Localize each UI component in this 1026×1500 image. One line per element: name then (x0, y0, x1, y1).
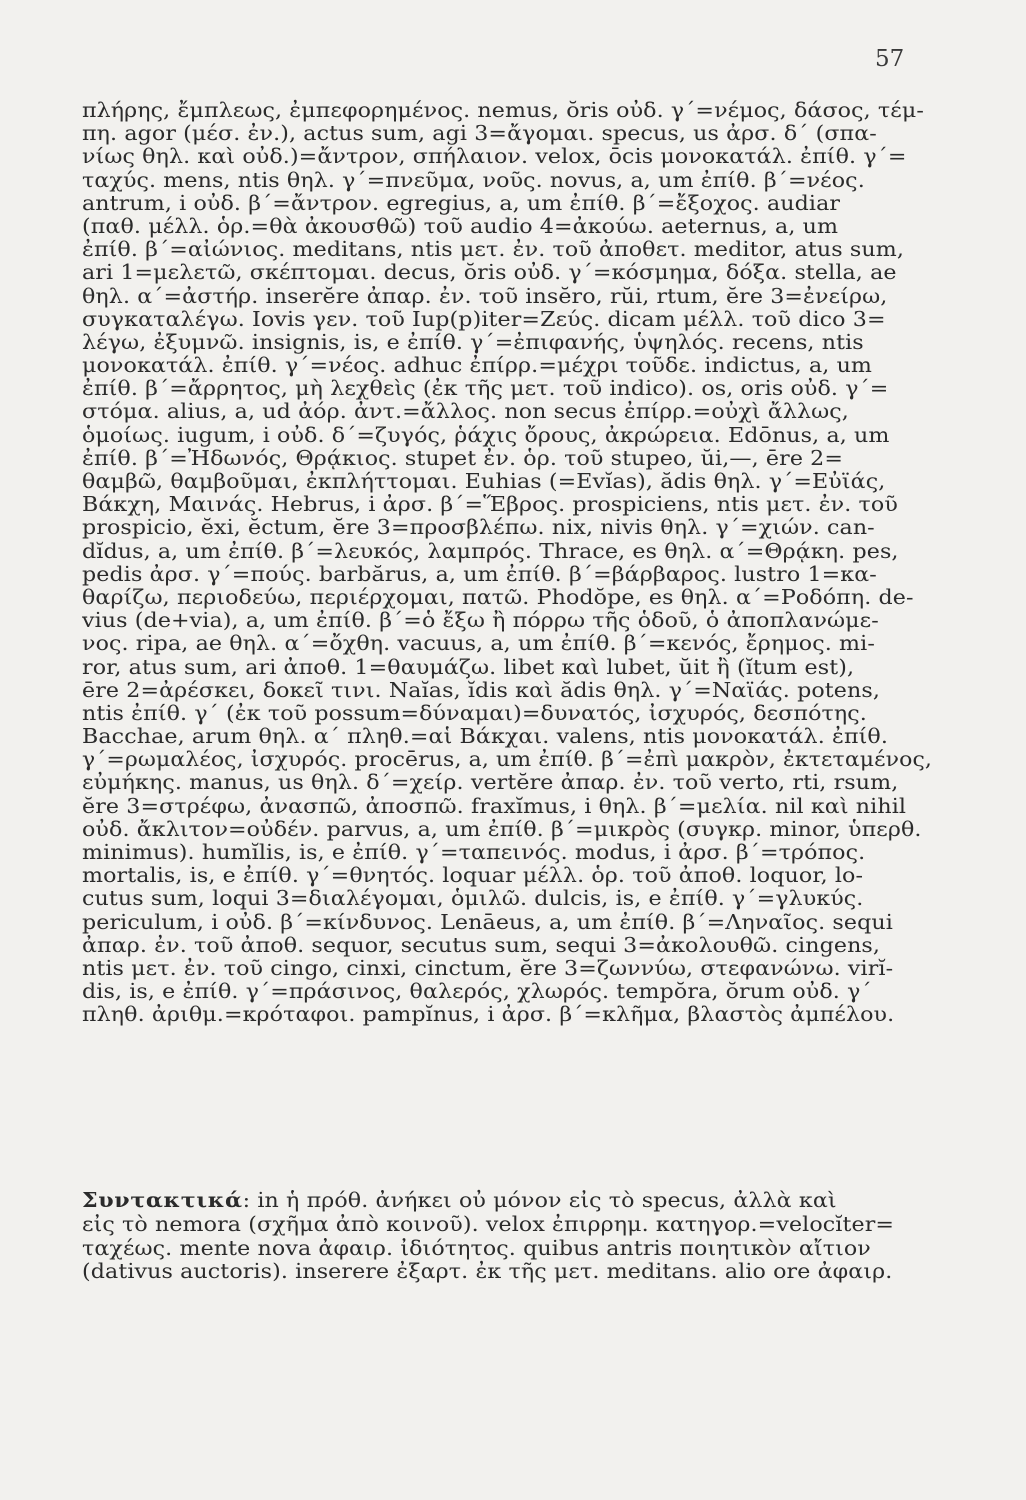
text-line: στόμα. alius, a, ud ἀόρ. ἀντ.=ἄλλος. non secus ἐπίρρ.=οὐχὶ ἄλλως, (82, 400, 849, 424)
text-line: antrum, i οὐδ. β΄=ἄντρον. egregius, a, um ἐπίθ. β΄=ἔξοχος. audiar (82, 191, 841, 215)
text-line: πλήρης, ἔμπλεως, ἐμπεφορημένος. nemus, ŏris οὐδ. γ΄=νέμος, δάσος, τέμ- (82, 99, 924, 122)
text-line: συγκαταλέγω. Iovis γεν. τοῦ Iup(p)iter=Ζεύς. dicam μέλλ. τοῦ dico 3= (82, 307, 886, 331)
text-line: ἐπίθ. β΄=ἄρρητος, μὴ λεχθεὶς (ἐκ τῆς μετ. τοῦ indico). os, oris οὐδ. γ΄= (82, 377, 889, 401)
text-line: dĭdus, a, um ἐπίθ. β΄=λευκός, λαμπρός. Thrace, es θηλ. α΄=Θρᾴκη. pes, (82, 539, 899, 563)
syntax-line: ταχέως. mente nova ἀφαιρ. ἰδιότητος. quibus antris ποιητικὸν αἴτιον (82, 1236, 871, 1260)
text-line: ἀπαρ. ἐν. τοῦ ἀποθ. sequor, secutus sum, sequi 3=ἀκολουθῶ. cingens, (82, 933, 881, 957)
text-line: ēre 2=ἀρέσκει, δοκεῖ τινι. Naĭas, ĭdis καὶ ădis θηλ. γ΄=Ναϊάς. potens, (82, 678, 881, 702)
vocabulary-text (82, 99, 932, 1027)
text-line: (παθ. μέλλ. ὁρ.=θὰ ἀκουσθῶ) τοῦ audio 4=ἀκούω. aeternus, a, um (82, 214, 839, 238)
text-line: θαμβῶ, θαμβοῦμαι, ἐκπλήττομαι. Euhias (=Evĭas), ădis θηλ. γ΄=Εὐϊάς, (82, 470, 886, 493)
text-line: πληθ. ἀριθμ.=κρόταφοι. pampĭnus, i ἀρσ. β΄=κλῆμα, βλαστὸς ἀμπέλου. (82, 1003, 895, 1027)
text-line: ἐπίθ. β΄=Ἠδωνός, Θρᾴκιος. stupet ἐν. ὁρ. τοῦ stupeo, ŭi,—, ēre 2= (82, 446, 844, 470)
text-line: prospicio, ĕxi, ĕctum, ĕre 3=προσβλέπω. nix, nivis θηλ. γ΄=χιών. can- (82, 516, 875, 540)
text-line: ror, atus sum, ari ἀποθ. 1=θαυμάζω. libet καὶ lubet, ŭit ἢ (ĭtum est), (82, 655, 855, 679)
text-line: οὐδ. ἄκλιτον=οὐδέν. parvus, a, um ἐπίθ. β΄=μικρὸς (συγκρ. minor, ὑπερθ. (82, 817, 922, 841)
syntax-line: εἰς τὸ nemora (σχῆμα ἀπὸ κοινοῦ). velox ἐπιρρημ. κατηγορ.=velocĭter= (82, 1212, 895, 1236)
text-line: minimus). humĭlis, is, e ἐπίθ. γ΄=ταπεινός. modus, i ἀρσ. β΄=τρόπος. (82, 841, 866, 864)
text-line: νίως θηλ. καὶ οὐδ.)=ἄντρον, σπήλαιον. velox, ōcis μονοκατάλ. ἐπίθ. γ΄= (82, 145, 907, 169)
syntax-line (82, 1189, 932, 1213)
syntax-section (82, 1189, 932, 1284)
text-line: ὁμοίως. iugum, i οὐδ. δ΄=ζυγός, ῥάχις ὄρους, ἀκρώρεια. Edōnus, a, um (82, 423, 890, 447)
syntax-line: (dativus auctoris). inserere ἐξαρτ. ἐκ τῆς μετ. meditans. alio ore ἀφαιρ. (82, 1260, 893, 1284)
text-line: νος. ripa, ae θηλ. α΄=ὄχθη. vacuus, a, um ἐπίθ. β΄=κενός, ἔρημος. mi- (82, 632, 875, 656)
text-line: pedis ἀρσ. γ΄=πούς. barbărus, a, um ἐπίθ. β΄=βάρβαρος. lustro 1=κα- (82, 562, 877, 586)
syntax-line-rest: : in ἡ πρόθ. ἀνήκει οὐ μόνον εἰς τὸ specus, ἀλλὰ καὶ (242, 1189, 837, 1212)
page-number: 57 (875, 46, 905, 72)
text-line: γ΄=ρωμαλέος, ἰσχυρός. procērus, a, um ἐπίθ. β΄=ἐπὶ μακρὸν, ἐκτεταμένος, (82, 748, 932, 772)
text-line: πη. agor (μέσ. ἐν.), actus sum, agi 3=ἄγομαι. specus, us ἀρσ. δ΄ (σπα- (82, 122, 877, 146)
text-line: θαρίζω, περιοδεύω, περιέρχομαι, πατῶ. Phodŏpe, es θηλ. α΄=Ροδόπη. de- (82, 585, 914, 609)
text-line: ἐπίθ. β΄=αἰώνιος. meditans, ntis μετ. ἐν. τοῦ ἀποθετ. meditor, atus sum, (82, 238, 904, 262)
text-line: εὐμήκης. manus, us θηλ. δ΄=χείρ. vertĕre ἀπαρ. ἐν. τοῦ verto, rti, rsum, (82, 771, 899, 795)
text-line: Bacchae, arum θηλ. α΄ πληθ.=αἱ Βάκχαι. valens, ntis μονοκατάλ. ἐπίθ. (82, 725, 889, 749)
text-line: ari 1=μελετῶ, σκέπτομαι. decus, ŏris οὐδ. γ΄=κόσμημα, δόξα. stella, ae (82, 261, 897, 285)
text-line: ntis ἐπίθ. γ΄ (ἐκ τοῦ possum=δύναμαι)=δυνατός, ἰσχυρός, δεσπότης. (82, 701, 867, 725)
text-line: θηλ. α΄=ἀστήρ. inserĕre ἀπαρ. ἐν. τοῦ insĕro, rŭi, rtum, ĕre 3=ἐνείρω, (82, 284, 888, 308)
text-line: λέγω, ἐξυμνῶ. insignis, is, e ἐπίθ. γ΄=ἐπιφανής, ὑψηλός. recens, ntis (82, 330, 864, 354)
text-line: μονοκατάλ. ἐπίθ. γ΄=νέος. adhuc ἐπίρρ.=μέχρι τοῦδε. indictus, a, um (82, 354, 873, 378)
text-line: ntis μετ. ἐν. τοῦ cingo, cinxi, cinctum, ĕre 3=ζωννύω, στεφανώνω. virĭ- (82, 956, 894, 980)
text-line: ταχύς. mens, ntis θηλ. γ΄=πνεῦμα, νοῦς. novus, a, um ἐπίθ. β΄=νέος. (82, 168, 865, 192)
text-line: periculum, i οὐδ. β΄=κίνδυνος. Lenāeus, a, um ἐπίθ. β΄=Ληναῖος. sequi (82, 910, 893, 934)
text-line: mortalis, is, e ἐπίθ. γ΄=θνητός. loquar μέλλ. ὁρ. τοῦ ἀποθ. loquor, lo- (82, 864, 864, 888)
text-line: vius (de+via), a, um ἐπίθ. β΄=ὁ ἔξω ἢ πόρρω τῆς ὁδοῦ, ὁ ἀποπλανώμε- (82, 609, 879, 633)
text-line: ĕre 3=στρέφω, ἀνασπῶ, ἀποσπῶ. fraxĭmus, i θηλ. β΄=μελία. nil καὶ nihil (82, 794, 907, 818)
text-line: cutus sum, loqui 3=διαλέγομαι, ὁμιλῶ. dulcis, is, e ἐπίθ. γ΄=γλυκύς. (82, 887, 864, 911)
text-line: dis, is, e ἐπίθ. γ΄=πράσινος, θαλερός, χλωρός. tempŏra, ŏrum οὐδ. γ΄ (82, 980, 872, 1004)
syntax-heading: Συντακτικά (82, 1189, 243, 1212)
text-line: Βάκχη, Μαινάς. Hebrus, i ἀρσ. β΄=Ἕβρος. prospiciens, ntis μετ. ἐν. τοῦ (82, 493, 898, 517)
